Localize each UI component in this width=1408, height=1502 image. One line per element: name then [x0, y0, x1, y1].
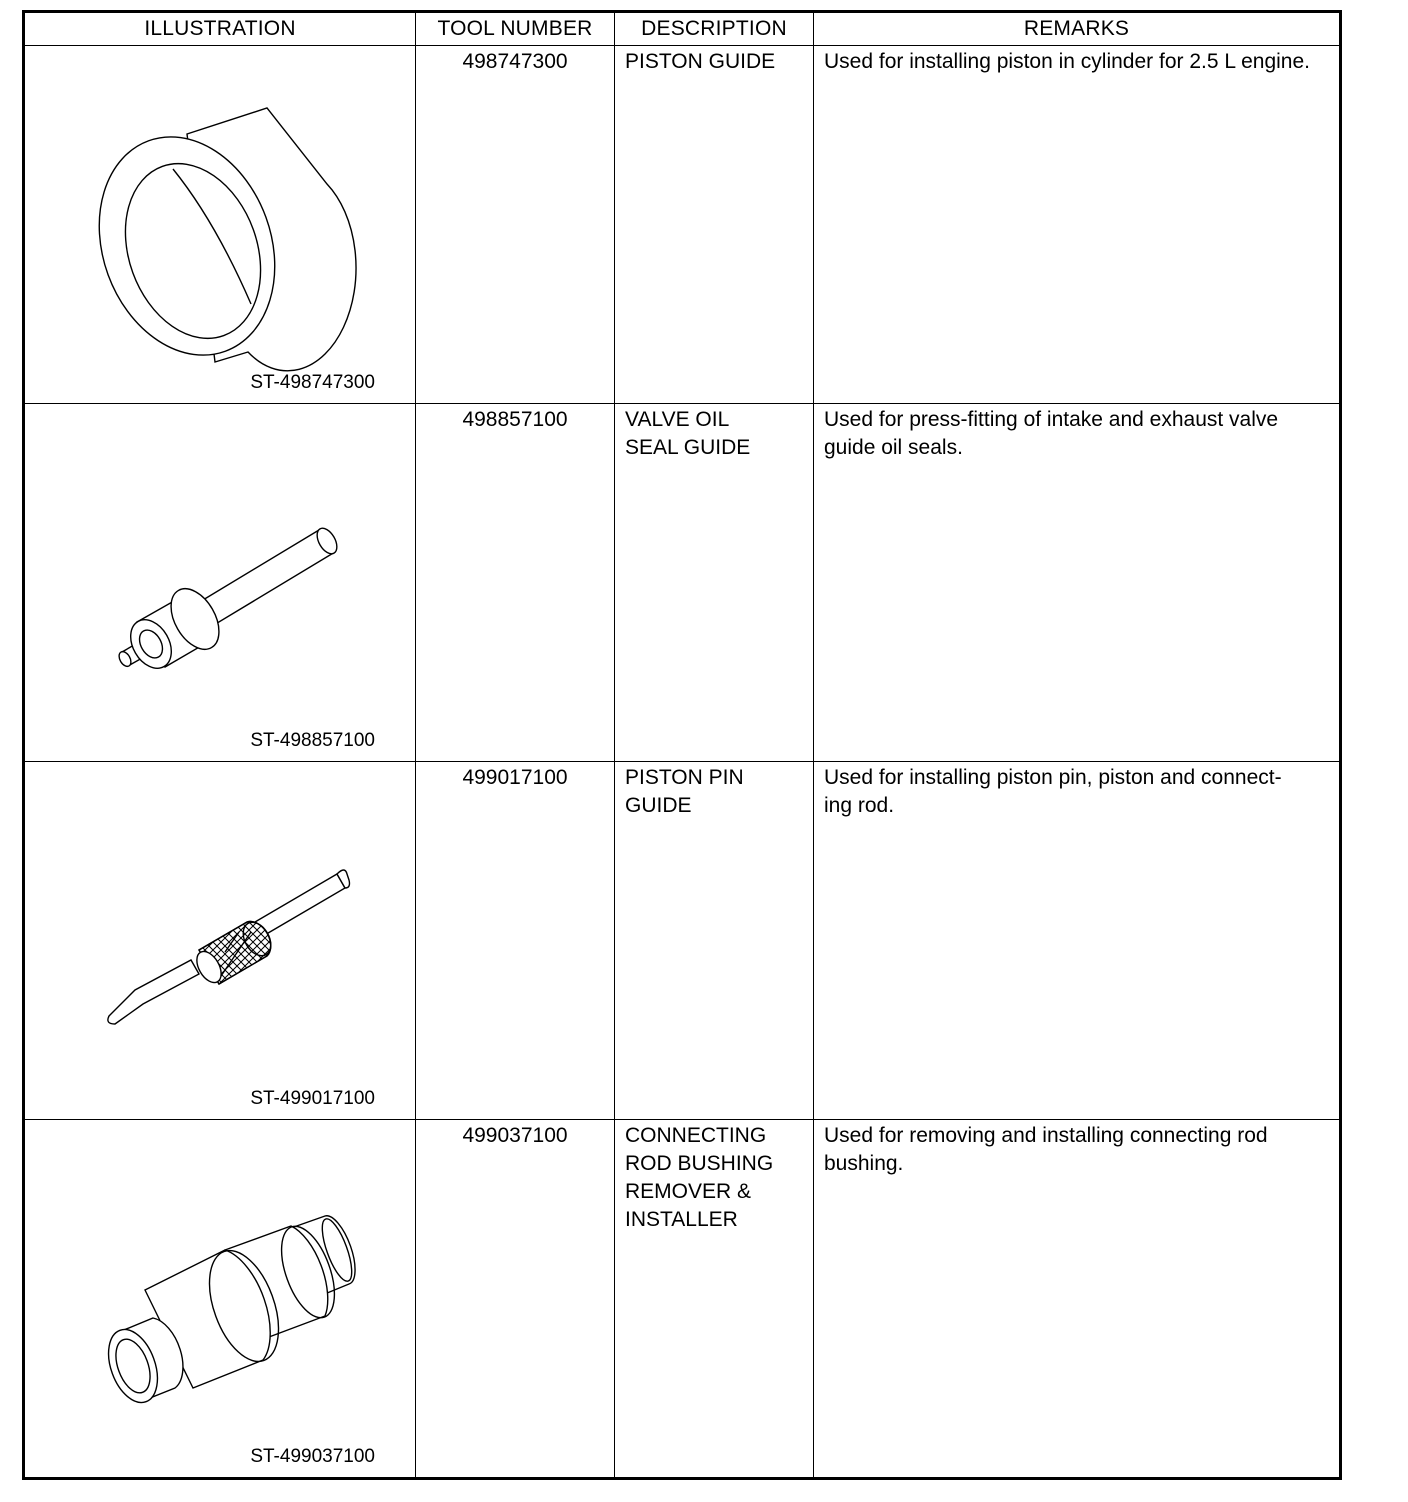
tool-description: PISTON PIN GUIDE — [615, 762, 814, 1120]
illustration-caption: ST-498747300 — [250, 372, 375, 393]
tool-number: 498747300 — [416, 46, 615, 404]
illustration-caption: ST-499037100 — [250, 1446, 375, 1467]
tool-remarks: Used for installing piston pin, piston and connect- ing rod. — [814, 762, 1341, 1120]
illustration-cell — [24, 46, 416, 404]
tool-remarks: Used for removing and installing connecting rod bushing. — [814, 1120, 1341, 1479]
header-remarks: REMARKS — [814, 12, 1341, 46]
table-row — [24, 1120, 1341, 1479]
tool-description: PISTON GUIDE — [615, 46, 814, 404]
illustration-caption: ST-499017100 — [250, 1088, 375, 1109]
tool-remarks: Used for press-fitting of intake and exhaust valve guide oil seals. — [814, 404, 1341, 762]
tool-description: CONNECTING ROD BUSHING REMOVER & INSTALLER — [615, 1120, 814, 1479]
tool-number: 499037100 — [416, 1120, 615, 1479]
illustration-cell — [24, 762, 416, 1120]
table-row — [24, 762, 1341, 1120]
tool-number: 498857100 — [416, 404, 615, 762]
special-tools-table — [22, 10, 1342, 1480]
table-row — [24, 404, 1341, 762]
rod-bushing-tool-icon — [25, 1120, 417, 1475]
header-row — [24, 12, 1341, 46]
header-description: DESCRIPTION — [615, 12, 814, 46]
illustration-cell — [24, 404, 416, 762]
tool-remarks: Used for installing piston in cylinder for 2.5 L engine. — [814, 46, 1341, 404]
tool-description: VALVE OIL SEAL GUIDE — [615, 404, 814, 762]
header-tool-number: TOOL NUMBER — [416, 12, 615, 46]
illustration-cell — [24, 1120, 416, 1479]
illustration-caption: ST-498857100 — [250, 730, 375, 751]
table-row — [24, 46, 1341, 404]
header-illustration: ILLUSTRATION — [24, 12, 416, 46]
valve-oil-seal-guide-icon — [25, 404, 417, 759]
piston-guide-ring-icon — [25, 46, 417, 401]
tool-number: 499017100 — [416, 762, 615, 1120]
piston-pin-guide-icon — [25, 762, 417, 1117]
